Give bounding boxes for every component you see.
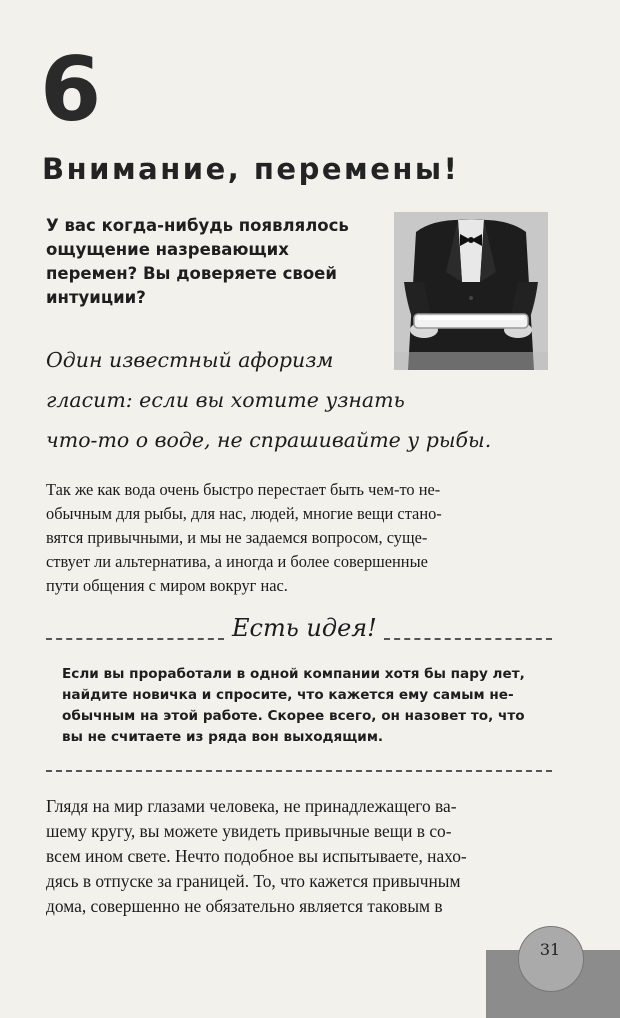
chapter-number: 6 — [40, 38, 102, 141]
lead-line: У вас когда-нибудь появлялось — [46, 216, 349, 235]
idea-heading: Есть идея! — [232, 614, 377, 642]
page-number: 31 — [539, 940, 561, 959]
text-line: дома, совершенно не обязательно является таковым в — [46, 896, 443, 916]
text-line: вятся привычными, и мы не задаемся вопросом, суще- — [46, 528, 428, 547]
chapter-title: Внимание, перемены! — [42, 152, 460, 186]
text-line: пути общения с миром вокруг нас. — [46, 576, 288, 595]
idea-line: обычным на этой работе. Скорее всего, он назовет то, что — [62, 708, 525, 724]
lead-line: ощущение назревающих — [46, 240, 289, 259]
page-number-circle — [518, 926, 584, 992]
text-line: Так же как вода очень быстро перестает быть чем-то не- — [46, 480, 441, 499]
idea-box — [62, 664, 542, 748]
lead-line: интуиции? — [46, 288, 146, 307]
quote-line: гласит: если вы хотите узнать — [46, 388, 405, 412]
idea-divider-right — [384, 638, 552, 640]
lead-line: перемен? Вы доверяете своей — [46, 264, 337, 283]
quote-line: Один известный афоризм — [46, 348, 334, 372]
quote-line: что-то о воде, не спрашивайте у рыбы. — [46, 428, 492, 452]
text-line: всем ином свете. Нечто подобное вы испытываете, нахо- — [46, 846, 467, 866]
idea-line: найдите новичка и спросите, что кажется ему самым не- — [62, 687, 514, 703]
text-line: ствует ли альтернатива, а иногда и более совершенные — [46, 552, 428, 571]
idea-line: вы не считаете из ряда вон выходящим. — [62, 729, 384, 745]
text-line: Глядя на мир глазами человека, не принадлежащего ва- — [46, 796, 457, 816]
paragraph-1 — [46, 478, 552, 598]
paragraph-2 — [46, 794, 552, 919]
text-line: шему кругу, вы можете увидеть привычные вещи в со- — [46, 821, 452, 841]
lead-question — [46, 214, 386, 310]
text-line: обычным для рыбы, для нас, людей, многие вещи стано- — [46, 504, 442, 523]
aphorism-quote — [46, 340, 506, 460]
text-line: дясь в отпуске за границей. То, что кажется привычным — [46, 871, 461, 891]
idea-divider-bottom — [46, 770, 552, 772]
idea-divider-left — [46, 638, 224, 640]
idea-line: Если вы проработали в одной компании хотя бы пару лет, — [62, 666, 525, 682]
